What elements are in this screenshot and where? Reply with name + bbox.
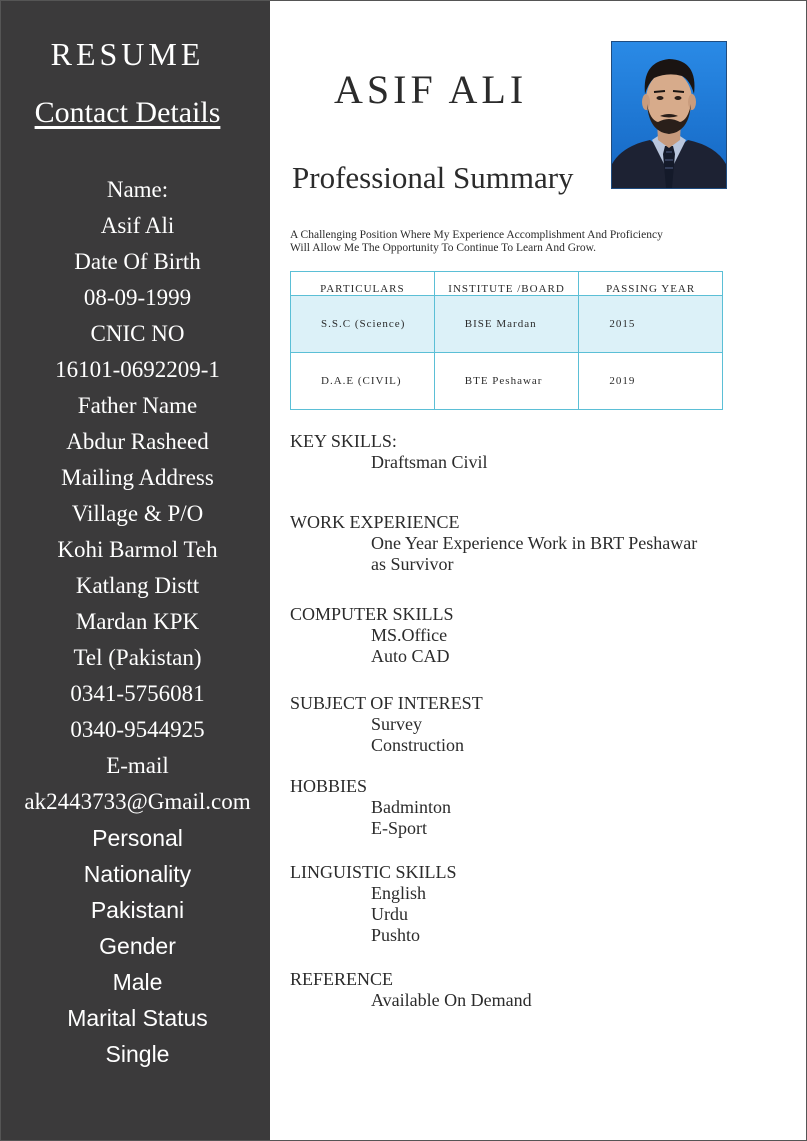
section-key-skills [290, 430, 487, 473]
profile-photo [611, 41, 727, 189]
table-cell-institute: BTE Peshawar [434, 353, 579, 410]
section-heading: LINGUISTIC SKILLS [290, 862, 457, 882]
contact-detail-line: Father Name [77, 393, 198, 418]
contact-detail-line: Nationality [83, 861, 192, 887]
list-item: Pushto [371, 925, 421, 945]
summary-line-2: Will Allow Me The Opportunity To Continue To Learn And Grow. [290, 242, 597, 254]
table-row [291, 296, 723, 353]
contact-detail-line: 08-09-1999 [83, 285, 192, 310]
summary-line-1: A Challenging Position Where My Experience Accomplishment And Proficiency [290, 229, 663, 241]
table-header-particulars: PARTICULARS [291, 272, 435, 296]
contact-detail-line: Single [105, 1041, 170, 1067]
section-items [290, 625, 454, 667]
contact-detail-line: Personal [92, 825, 183, 851]
contact-detail-line: CNIC NO [90, 321, 185, 346]
contact-detail-line: Abdur Rasheed [66, 429, 209, 454]
list-item: E-Sport [371, 818, 427, 838]
contact-detail-line: Date Of Birth [74, 249, 201, 274]
section-items [290, 533, 697, 575]
contact-detail-line: Name: [106, 177, 169, 202]
contact-detail-line: Male [112, 969, 163, 995]
candidate-name: ASIF ALI [334, 67, 528, 112]
list-item: Draftsman Civil [371, 452, 488, 472]
section-items [290, 797, 451, 839]
list-item: One Year Experience Work in BRT Peshawar [371, 533, 698, 553]
contact-details-heading: Contact Details [34, 96, 221, 129]
section-reference [290, 968, 532, 1011]
contact-detail-line: Village & P/O [71, 501, 204, 526]
table-cell-particulars: D.A.E (CIVIL) [291, 353, 435, 410]
section-work-experience [290, 511, 697, 575]
contact-detail-line: Kohi Barmol Teh [57, 537, 218, 562]
table-row [291, 353, 723, 410]
section-heading: HOBBIES [290, 776, 368, 796]
section-items [290, 990, 532, 1011]
contact-detail-line: 0340-9544925 [70, 717, 205, 742]
contact-detail-line: Mailing Address [61, 465, 214, 490]
section-heading: REFERENCE [290, 969, 394, 989]
resume-title: RESUME [50, 36, 205, 72]
table-header-institute: INSTITUTE /BOARD [434, 272, 579, 296]
section-heading: SUBJECT OF INTEREST [290, 693, 483, 713]
list-item: as Survivor [371, 554, 454, 574]
contact-detail-line: 16101-0692209-1 [55, 357, 220, 382]
section-computer-skills [290, 603, 454, 667]
professional-summary-text [290, 229, 730, 255]
sidebar [0, 0, 270, 1141]
list-item: Badminton [371, 797, 451, 817]
list-item: Auto CAD [371, 646, 450, 666]
contact-detail-line: ak2443733@Gmail.com [24, 789, 251, 814]
contact-detail-line: E-mail [106, 753, 169, 778]
section-items [290, 883, 457, 946]
section-heading: WORK EXPERIENCE [290, 512, 460, 532]
contact-details-list [0, 172, 275, 1072]
section-hobbies [290, 775, 451, 839]
contact-detail-line: Mardan KPK [75, 609, 200, 634]
contact-detail-line: Asif Ali [100, 213, 175, 238]
contact-detail-line: Marital Status [67, 1005, 208, 1031]
person-photo-icon [612, 42, 726, 188]
section-subject-of-interest [290, 692, 483, 756]
contact-detail-line: Tel (Pakistan) [73, 645, 202, 670]
table-cell-passing-year: 2019 [579, 353, 723, 410]
table-header-passing-year: PASSING YEAR [579, 272, 723, 296]
list-item: Survey [371, 714, 422, 734]
list-item: English [371, 883, 427, 903]
contact-detail-line: Pakistani [90, 897, 185, 923]
table-cell-passing-year: 2015 [579, 296, 723, 353]
contact-detail-line: Gender [99, 933, 176, 959]
table-cell-particulars: S.S.C (Science) [291, 296, 435, 353]
section-heading: KEY SKILLS: [290, 431, 397, 451]
section-heading: COMPUTER SKILLS [290, 604, 454, 624]
section-linguistic-skills [290, 861, 457, 946]
section-items [290, 714, 483, 756]
table-header-row [291, 272, 723, 296]
list-item: MS.Office [371, 625, 448, 645]
list-item: Available On Demand [371, 990, 532, 1010]
contact-detail-line: Katlang Distt [75, 573, 200, 598]
contact-detail-line: 0341-5756081 [70, 681, 205, 706]
education-table [290, 271, 723, 410]
section-items [290, 452, 487, 473]
professional-summary-heading: Professional Summary [292, 160, 574, 195]
list-item: Construction [371, 735, 464, 755]
list-item: Urdu [371, 904, 408, 924]
table-cell-institute: BISE Mardan [434, 296, 579, 353]
